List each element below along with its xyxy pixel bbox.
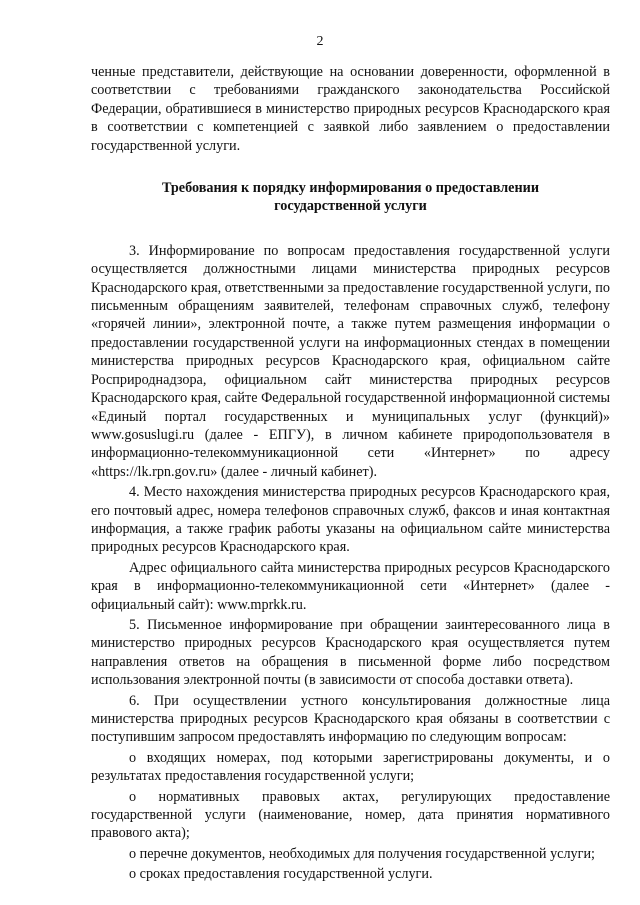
page-number: 2	[316, 34, 324, 49]
paragraph-3: 3. Информирование по вопросам предоставления государственной услуги осуществляется должностными лицами министерства природных ресурсов Краснодарского края, ответственными за предоставление государственной услуги, по письменным обращениям заявителей, телефонам справочных служб, телефону «горячей линии», электронной почте, а также путем размещения информации о предоставлении государственной услуги на информационных стендах в помещении министерства природных ресурсов Краснодарского края, официальном сайте Росприроднадзора, официальном сайт министерства природных ресурсов Краснодарского края, сайте Федеральной государственной информационной системы «Единый портал государственных и муниципальных услуг (функций)» www.gosuslugi.ru (далее - ЕПГУ), в личном кабинете природопользователя в информационно-телекоммуникационной сети «Интернет» по адресу «https://lk.rpn.gov.ru» (далее - личный кабинет).	[91, 242, 610, 480]
paragraph-4: 4. Место нахождения министерства природных ресурсов Краснодарского края, его почтовый адрес, номера телефонов справочных служб, факсов и иная контактная информация, а также график работы указаны на официальном сайте министерства природных ресурсов Краснодарского края.	[91, 484, 610, 556]
paragraph-website: Адрес официального сайта министерства природных ресурсов Краснодарского края в информационно-телекоммуникационной сети «Интернет» (далее - официальный сайт): www.mprkk.ru.	[91, 559, 610, 613]
paragraph-6: 6. При осуществлении устного консультирования должностные лица министерства природных ресурсов Краснодарского края обязаны в соответствии с поступившим запросом предоставлять информацию по следующим вопросам:	[91, 692, 610, 746]
paragraph-5: 5. Письменное информирование при обращении заинтересованного лица в министерство природных ресурсов Краснодарского края осуществляется путем направления ответов на обращения в письменной форме либо посредством использования электронной почты (в зависимости от способа доставки ответа).	[91, 616, 610, 689]
section-heading-line-1: Требования к порядку информирования о предоставлении	[161, 180, 540, 197]
list-item: о перечне документов, необходимых для получения государственной услуги;	[129, 845, 595, 862]
list-item: о нормативных правовых актах, регулирующих предоставление государственной услуги (наименование, номер, дата принятия нормативного правового акта);	[91, 788, 610, 842]
list-item: о сроках предоставления государственной услуги.	[129, 866, 433, 883]
document-body	[91, 63, 610, 884]
paragraph-continuation: ченные представители, действующие на основании доверенности, оформленной в соответствии с требованиями гражданского законодательства Российской Федерации, обратившиеся в министерство природных ресурсов Краснодарского края в соответствии с компетенцией с заявкой либо заявлением о предоставлении государственной услуги.	[91, 64, 610, 154]
section-heading-line-2: государственной услуги	[274, 198, 427, 215]
list-item: о входящих номерах, под которыми зарегистрированы документы, и о результатах предоставления государственной услуги;	[91, 749, 610, 785]
section-heading	[91, 179, 610, 216]
